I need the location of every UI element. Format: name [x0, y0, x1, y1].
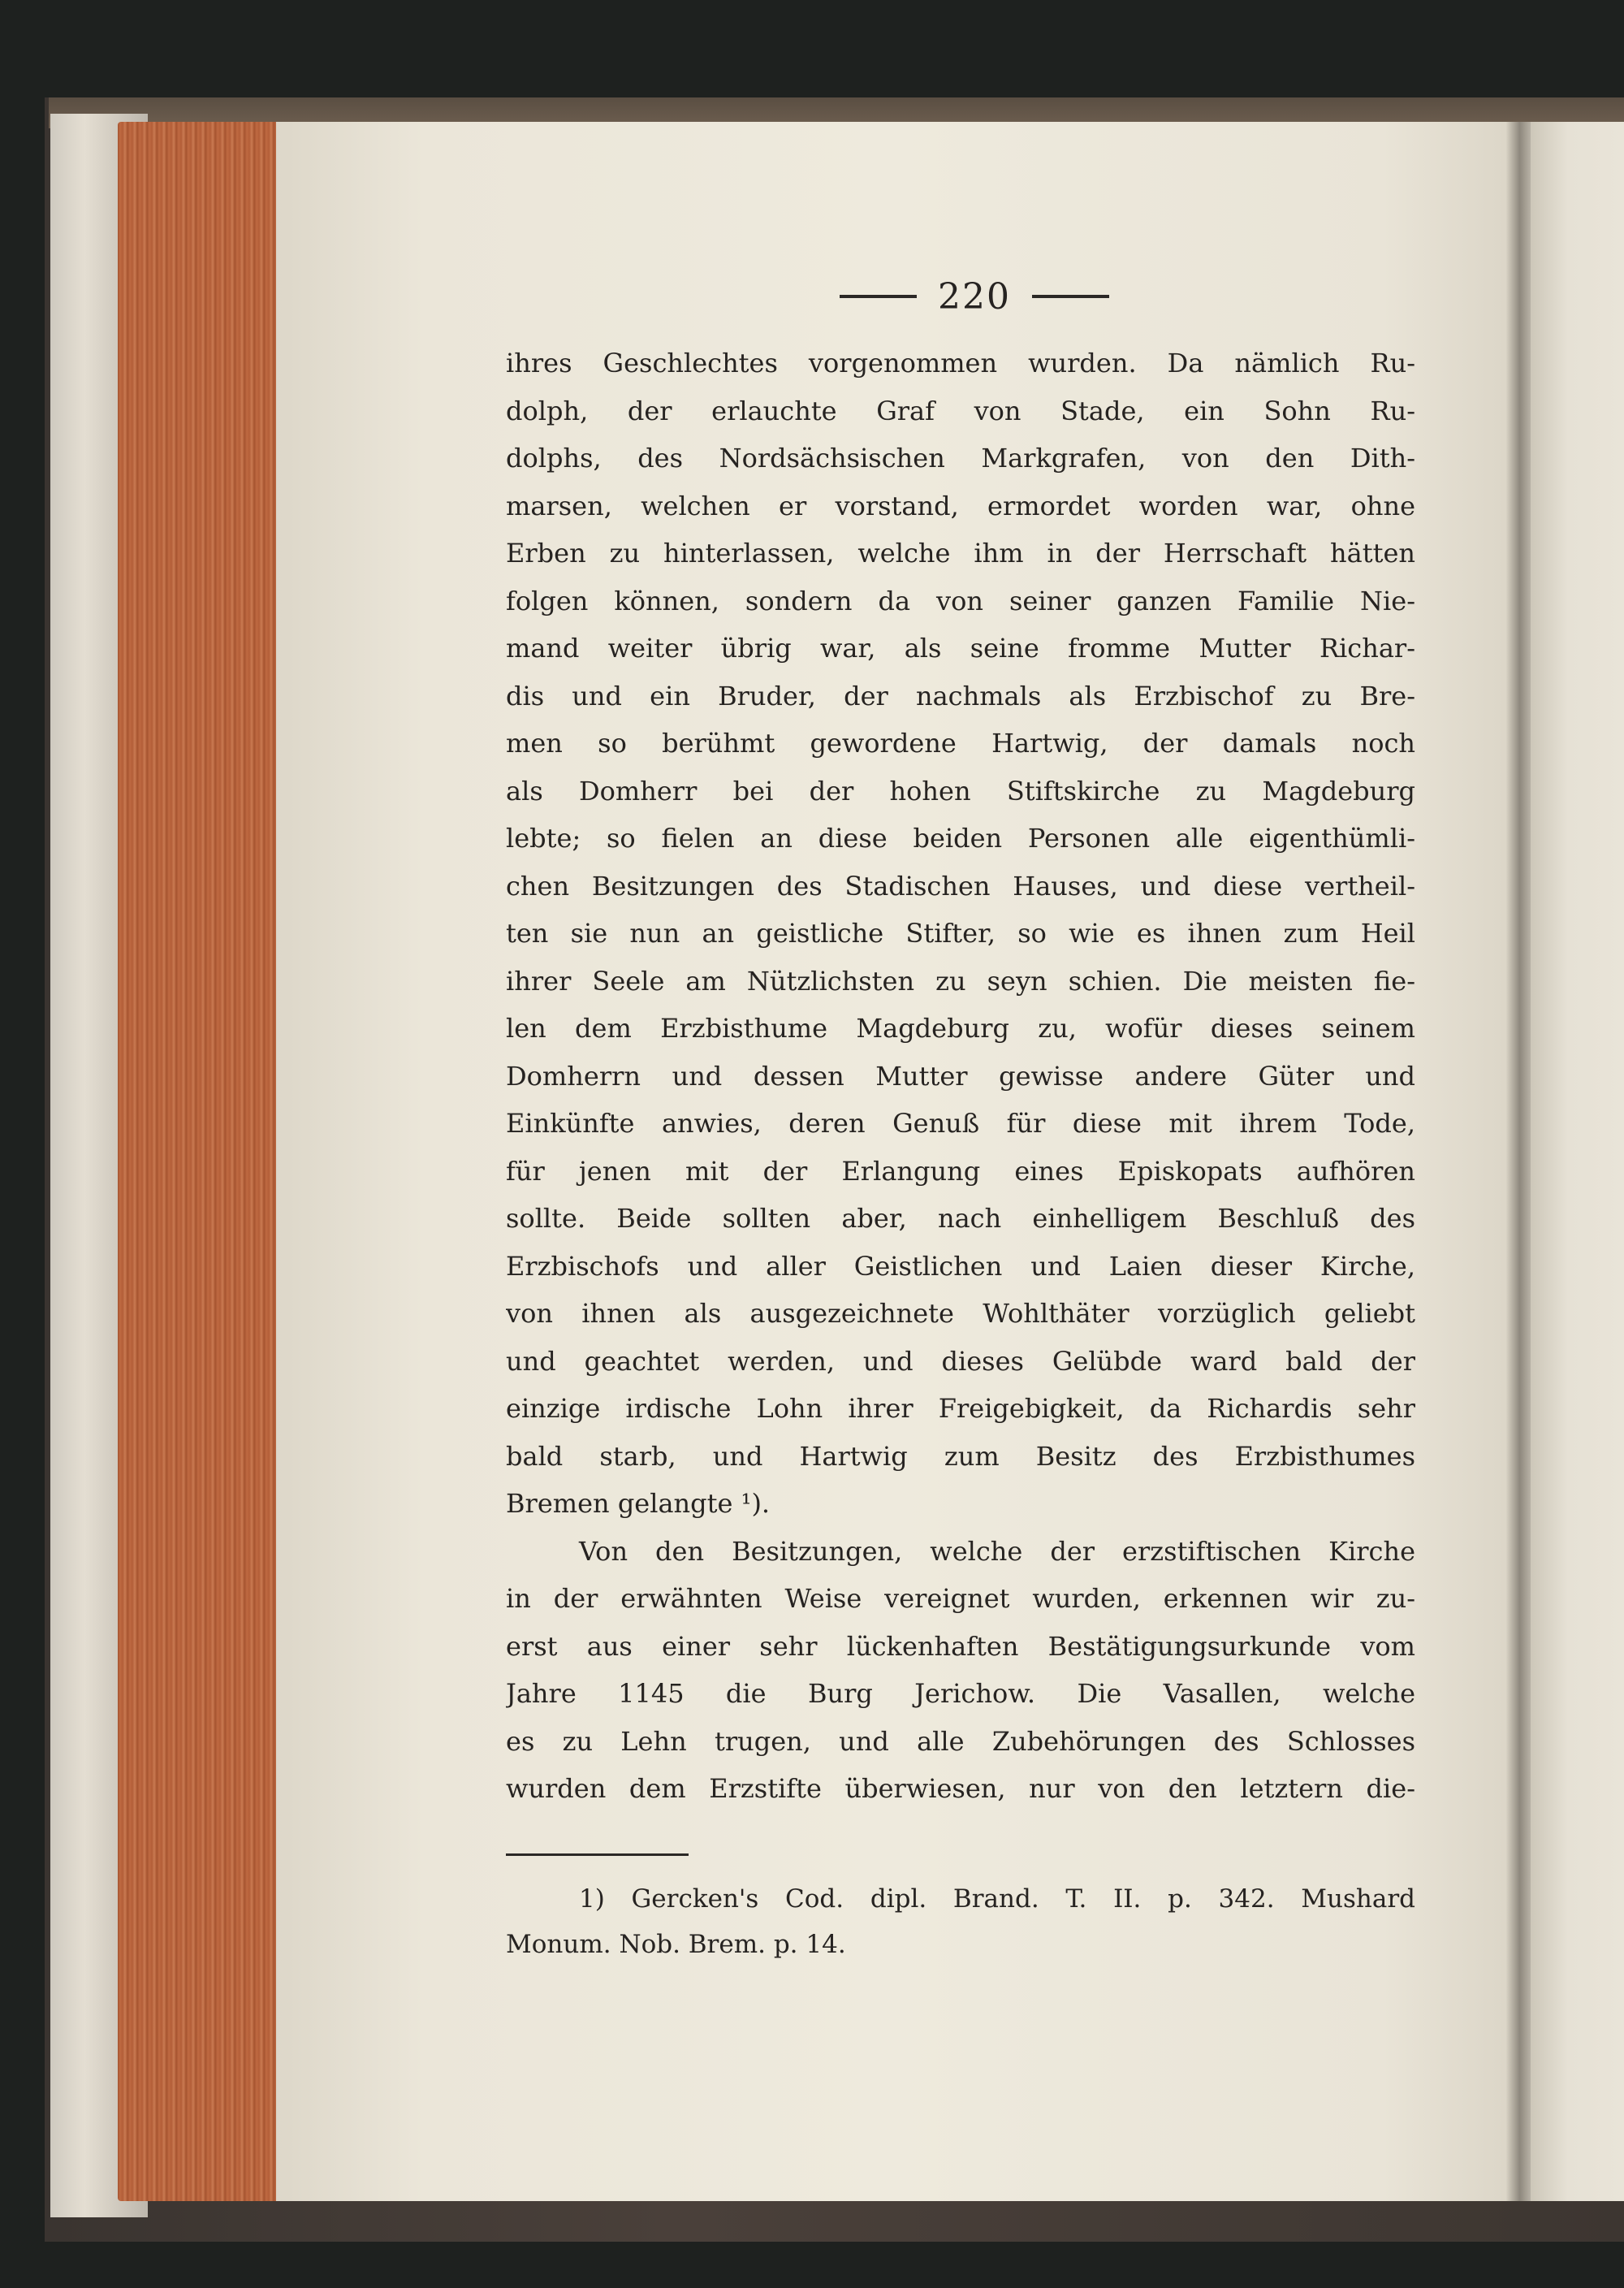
body-text	[506, 340, 1415, 1813]
text-line: Erzbischofs und aller Geistlichen und Laien dieser Kirche,	[506, 1250, 1415, 1282]
text-line: ihres Geschlechtes vorgenommen wurden. Da nämlich Ru-	[506, 348, 1415, 378]
text-line: Einkünfte anwies, deren Genuß für diese mit ihrem Tode,	[506, 1108, 1415, 1139]
text-line: lebte; so fielen an diese beiden Personen alle eigenthümli-	[506, 823, 1415, 854]
gilt-page-edge	[118, 122, 280, 2201]
text-line: es zu Lehn trugen, und alle Zubehörungen des Schlosses	[506, 1725, 1415, 1757]
text-line: mand weiter übrig war, als seine fromme Mutter Richar-	[506, 633, 1415, 664]
text-line: von ihnen als ausgezeichnete Wohlthäter vorzüglich geliebt	[506, 1298, 1415, 1329]
header-dash-left	[840, 295, 917, 298]
text-line: bald starb, und Hartwig zum Besitz des Erzbisthumes	[506, 1440, 1415, 1472]
text-line: dolph, der erlauchte Graf von Stade, ein Sohn Ru-	[506, 395, 1415, 426]
facing-page-edge	[1531, 122, 1624, 2201]
book-gutter	[1506, 122, 1531, 2201]
text-line: für jenen mit der Erlangung eines Episkopats aufhören	[506, 1155, 1415, 1187]
footnote-line: Monum. Nob. Brem. p. 14.	[506, 1930, 846, 1959]
text-line: chen Besitzungen des Stadischen Hauses, und diese vertheil-	[506, 870, 1415, 902]
footnote-line: 1) Gercken's Cod. dipl. Brand. T. II. p. 342. Mushard	[579, 1884, 1415, 1914]
footnote	[506, 1876, 1415, 1967]
book-page	[276, 122, 1506, 2201]
text-line: einzige irdische Lohn ihrer Freigebigkeit, da Richardis sehr	[506, 1393, 1415, 1424]
text-line: Erben zu hinterlassen, welche ihm in der Herrschaft hätten	[506, 538, 1415, 569]
page-number: 220	[938, 275, 1011, 318]
text-line: folgen können, sondern da von seiner ganzen Familie Nie-	[506, 585, 1415, 616]
text-line: Von den Besitzungen, welche der erzstiftischen Kirche	[579, 1535, 1415, 1567]
text-line: als Domherr bei der hohen Stiftskirche zu Magdeburg	[506, 775, 1415, 807]
text-line: wurden dem Erzstifte überwiesen, nur von den letztern die-	[506, 1773, 1415, 1804]
text-line: marsen, welchen er vorstand, ermordet worden war, ohne	[506, 490, 1415, 521]
text-line: erst aus einer sehr lückenhaften Bestätigungsurkunde vom	[506, 1630, 1415, 1662]
text-line: Domherrn und dessen Mutter gewisse andere Güter und	[506, 1060, 1415, 1092]
text-line: sollte. Beide sollten aber, nach einhelligem Beschluß des	[506, 1203, 1415, 1234]
text-line: dis und ein Bruder, der nachmals als Erzbischof zu Bre-	[506, 680, 1415, 711]
text-line: Bremen gelangte ¹).	[506, 1488, 771, 1519]
text-line: ihrer Seele am Nützlichsten zu seyn schien. Die meisten fie-	[506, 965, 1415, 997]
text-line: men so berühmt gewordene Hartwig, der damals noch	[506, 728, 1415, 759]
text-line: dolphs, des Nordsächsischen Markgrafen, von den Dith-	[506, 443, 1415, 474]
header-dash-right	[1032, 295, 1109, 298]
text-line: ten sie nun an geistliche Stifter, so wie es ihnen zum Heil	[506, 918, 1415, 949]
text-line: und geachtet werden, und dieses Gelübde ward bald der	[506, 1345, 1415, 1377]
footnote-rule	[506, 1853, 689, 1856]
text-line: in der erwähnten Weise vereignet wurden, erkennen wir zu-	[506, 1583, 1415, 1614]
page-header	[812, 268, 1137, 325]
text-line: Jahre 1145 die Burg Jerichow. Die Vasallen, welche	[506, 1678, 1415, 1709]
text-line: len dem Erzbisthume Magdeburg zu, wofür dieses seinem	[506, 1013, 1415, 1044]
